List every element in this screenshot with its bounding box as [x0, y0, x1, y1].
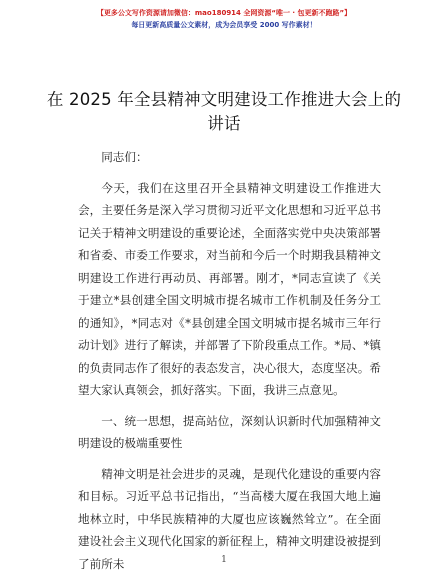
page-number: 1 — [221, 555, 227, 565]
promo-banner-line-1: 【更多公文写作资源请加微信：mao180914 全网资源“唯一 · 包更新不跑路”】 — [96, 9, 352, 17]
promo-banner-line-2: 每日更新高质量公文素材，成为会员享受 2000 写作素材！ — [131, 21, 317, 29]
section-heading: 一、统一思想，提高站位，深刻认识新时代加强精神文明建设的极端重要性 — [78, 413, 381, 450]
body-paragraph: 今天，我们在这里召开全县精神文明建设工作推进大会，主要任务是深入学习贯彻习近平文化思想和习近平总书记关于精神文明建设的重要论述，全面落实党中央决策部署和省委、市委工作要求，对当前和今后一个时期我县精神文明建设工作进行再动员、再部署。刚才，*同志宣读了《关于建立*县创建全国文明城市提名城市工作机制及任务分工的通知》，*同志对《*县创建全国文明城市提名城市三年行动计划》进行了解读，并部署了下阶段重点工作。*局、*镇的负责同志作了很好的表态发言，决心很大，态度坚决。希望大家认真领会，抓好落实。下面，我讲三点意见。 — [78, 180, 381, 397]
document-body — [78, 146, 381, 575]
salutation: 同志们： — [101, 150, 148, 164]
body-paragraph: 精神文明是社会进步的灵魂，是现代化建设的重要内容和目标。习近平总书记指出，“当高楼大厦在我国大地上遍地林立时，中华民族精神的大厦也应该巍然耸立”。在全面建设社会主义现代化国家的新征程上，精神文明建设被提到了前所未 — [78, 466, 381, 571]
document-title: 在 2025 年全县精神文明建设工作推进大会上的讲话 — [46, 90, 402, 133]
